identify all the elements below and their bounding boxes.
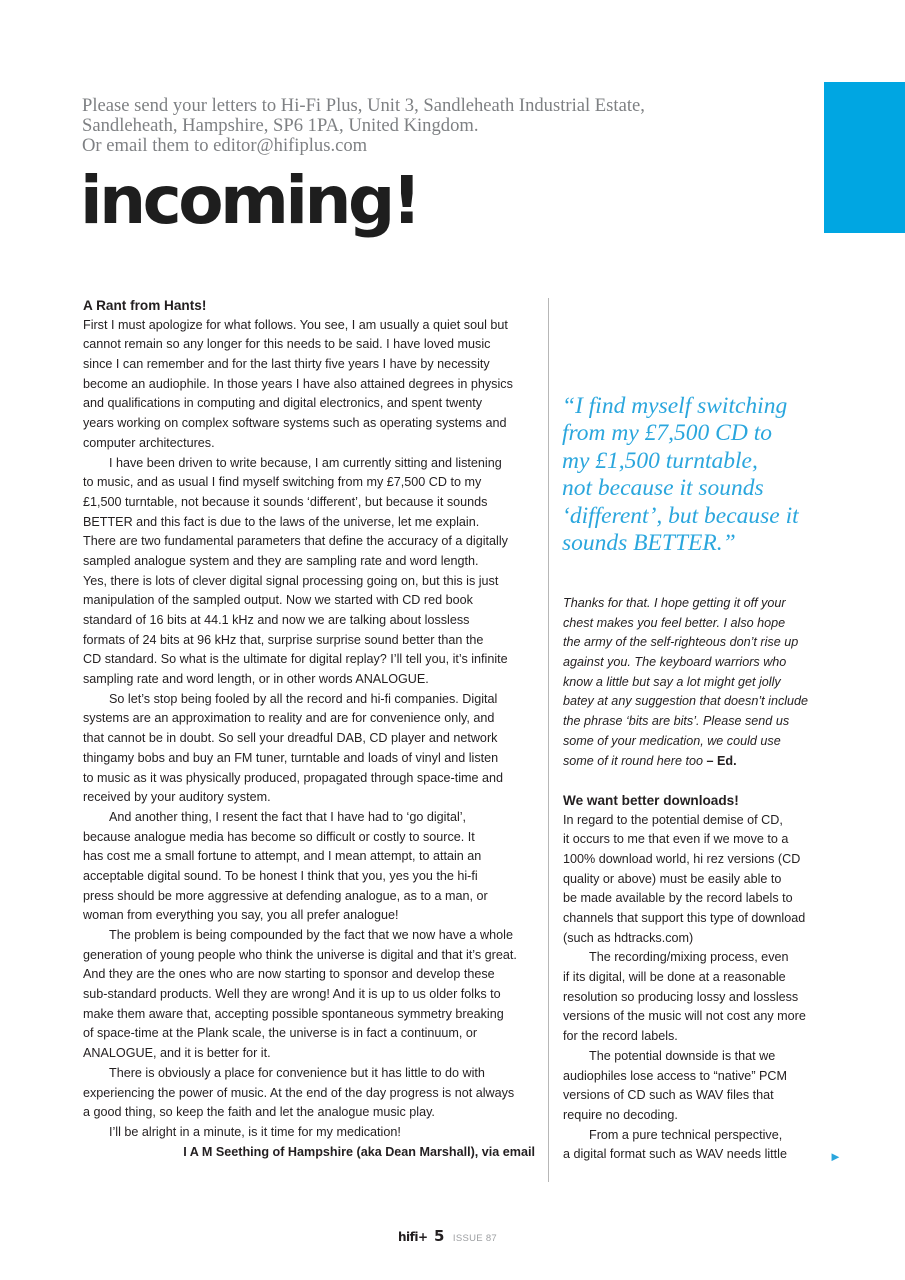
right-column (563, 594, 863, 1165)
reply-line: Thanks for that. I hope getting it off your (563, 596, 786, 610)
body-line: Yes, there is lots of clever digital signal processing going on, but this is just (83, 573, 499, 588)
letter-rant-from-hants (83, 296, 535, 1162)
body-line: And another thing, I resent the fact that I have had to ‘go digital’, (109, 809, 467, 824)
page-number: 5 (434, 1227, 445, 1245)
body-line: 100% download world, hi rez versions (CD (563, 851, 801, 866)
body-line: (such as hdtracks.com) (563, 930, 694, 945)
reply-line: chest makes you feel better. I also hope (563, 615, 786, 630)
body-line: formats of 24 bits at 96 kHz that, surprise surprise sound better than the (83, 632, 484, 647)
body-line: versions of CD such as WAV files that (563, 1088, 774, 1103)
body-line: generation of young people who think the universe is digital and that it’s great. (83, 947, 517, 962)
reply-line: against you. The keyboard warriors who (563, 655, 787, 670)
body-line: CD standard. So what is the ultimate for digital replay? I’ll tell you, it’s infinite (83, 652, 508, 667)
issue-label: ISSUE 87 (452, 1233, 498, 1244)
body-line: £1,500 turntable, not because it sounds ‘different’, but because it sounds (83, 494, 488, 509)
body-line: make them aware that, accepting possible spontaneous symmetry breaking (83, 1006, 504, 1021)
body-line: I have been driven to write because, I am currently sitting and listening (109, 455, 502, 470)
page-headline: incoming! (80, 162, 419, 239)
body-line: channels that support this type of download (563, 911, 806, 925)
body-line: has cost me a small fortune to attempt, and I mean attempt, to attain an (83, 849, 482, 864)
letter-heading: A Rant from Hants! (83, 298, 207, 313)
body-line: acceptable digital sound. To be honest I think that you, yes you the hi-fi (83, 868, 478, 883)
body-line: So let’s stop being fooled by all the record and hi-fi companies. Digital (109, 691, 498, 706)
body-line: a good thing, so keep the faith and let the analogue music play. (83, 1105, 435, 1120)
body-line: years working on complex software systems such as operating systems and (83, 416, 507, 431)
body-line: thingamy bobs and buy an FM tuner, turntable and loads of vinyl and listen (83, 750, 499, 765)
body-line: ANALOGUE, and it is better for it. (83, 1046, 271, 1061)
letter-signature: I A M Seething of Hampshire (aka Dean Marshall), via email (183, 1144, 535, 1159)
body-line: First I must apologize for what follows. You see, I am usually a quiet soul but (83, 317, 508, 332)
editor-reply (563, 594, 863, 771)
reply-line (563, 752, 863, 772)
body-line: standard of 16 bits at 44.1 kHz and now we are talking about lossless (83, 613, 470, 627)
column-divider (548, 298, 549, 1182)
body-line: The potential downside is that we (589, 1048, 776, 1063)
body-line: received by your auditory system. (83, 790, 271, 805)
address-line: Please send your letters to Hi-Fi Plus, Unit 3, Sandleheath Industrial Estate, (82, 95, 645, 116)
reply-line: some of your medication, we could use (563, 733, 781, 748)
letters-address (82, 96, 802, 156)
pull-quote (562, 393, 892, 557)
body-line: manipulation of the sampled output. Now we started with CD red book (83, 593, 473, 608)
body-line: sampled analogue system and they are sampling rate and word length. (83, 553, 479, 568)
body-line: There is obviously a place for convenience but it has little to do with (109, 1065, 485, 1080)
pull-quote-line: sounds BETTER.” (562, 530, 736, 557)
body-line: There are two fundamental parameters that define the accuracy of a digitally (83, 534, 508, 549)
body-line: because analogue media has become so difficult or costly to source. It (83, 829, 475, 844)
pull-quote-line: ‘different’, but because it (562, 502, 799, 529)
page-footer (398, 1227, 497, 1247)
body-line: quality or above) must be easily able to (563, 871, 782, 886)
body-line: require no decoding. (563, 1107, 678, 1122)
pull-quote-line: “I find myself switching (562, 393, 788, 419)
reply-line: the phrase ‘bits are bits’. Please send us (563, 714, 790, 729)
address-line: Sandleheath, Hampshire, SP6 1PA, United Kingdom. (82, 115, 479, 136)
body-line: systems are an approximation to reality and are for convenience only, and (83, 711, 495, 726)
body-line: become an audiophile. In those years I have also attained degrees in physics (83, 376, 513, 391)
body-line: computer architectures. (83, 435, 215, 450)
body-line: woman from everything you say, you all prefer analogue! (83, 908, 399, 923)
reply-line: batey at any suggestion that doesn’t include (563, 694, 809, 709)
body-line: sub-standard products. Well they are wrong! And it is up to us older folks to (83, 987, 501, 1002)
pull-quote-line: my £1,500 turntable, (562, 447, 758, 474)
body-line: a digital format such as WAV needs little (563, 1147, 787, 1162)
pull-quote-line: from my £7,500 CD to (562, 420, 772, 447)
section-tab-marker (824, 82, 905, 233)
address-line: Or email them to editor@hifiplus.com (82, 135, 368, 156)
body-line: In regard to the potential demise of CD, (563, 812, 783, 827)
body-line: I’ll be alright in a minute, is it time for my medication! (109, 1124, 401, 1139)
body-line: to music as it was physically produced, propagated through space-time and (83, 770, 504, 785)
body-line: The recording/mixing process, even (589, 950, 789, 965)
body-line: versions of the music will not cost any more (563, 1009, 806, 1024)
body-line: of space-time at the Plank scale, the universe is in fact a continuum, or (83, 1026, 478, 1041)
body-line: for the record labels. (563, 1029, 678, 1044)
body-line: And they are the ones who are now starting to sponsor and develop these (83, 967, 495, 982)
letter-heading: We want better downloads! (563, 792, 739, 808)
body-line: and qualifications in computing and digital electronics, and spent twenty (83, 396, 483, 411)
pull-quote-line: not because it sounds (562, 475, 764, 502)
body-line: to music, and as usual I find myself switching from my £7,500 CD to my (83, 475, 482, 490)
body-line: since I can remember and for the last thirty five years I have by necessity (83, 357, 490, 372)
body-line: if its digital, will be done at a reasonable (563, 970, 786, 985)
continue-arrow-icon: ► (829, 1149, 842, 1164)
reply-line: know a little but say a lot might get jolly (563, 674, 781, 689)
body-line: press should be more aggressive at defending analogue, as to a man, or (83, 888, 488, 903)
body-line: experiencing the power of music. At the end of the day progress is not always (83, 1085, 515, 1100)
body-line: sampling rate and word length, or in other words ANALOGUE. (83, 672, 429, 687)
editor-signoff: – Ed. (706, 753, 737, 768)
magazine-logo: hifi+ (398, 1230, 428, 1244)
body-line: From a pure technical perspective, (589, 1127, 783, 1142)
body-line: be made available by the record labels to (563, 891, 793, 906)
body-line: BETTER and this fact is due to the laws of the universe, let me explain. (83, 514, 480, 529)
body-line: it occurs to me that even if we move to a (563, 832, 789, 847)
body-line: audiophiles lose access to “native” PCM (563, 1068, 787, 1083)
body-line: that cannot be in doubt. So sell your dreadful DAB, CD player and network (83, 731, 498, 746)
body-line: resolution so producing lossy and lossless (563, 989, 799, 1004)
body-line: cannot remain so any longer for this needs to be said. I have loved music (83, 337, 491, 352)
reply-line: the army of the self-righteous don’t rise up (563, 635, 799, 650)
body-line: The problem is being compounded by the fact that we now have a whole (109, 928, 513, 942)
reply-line-text: some of it round here too (563, 753, 704, 768)
